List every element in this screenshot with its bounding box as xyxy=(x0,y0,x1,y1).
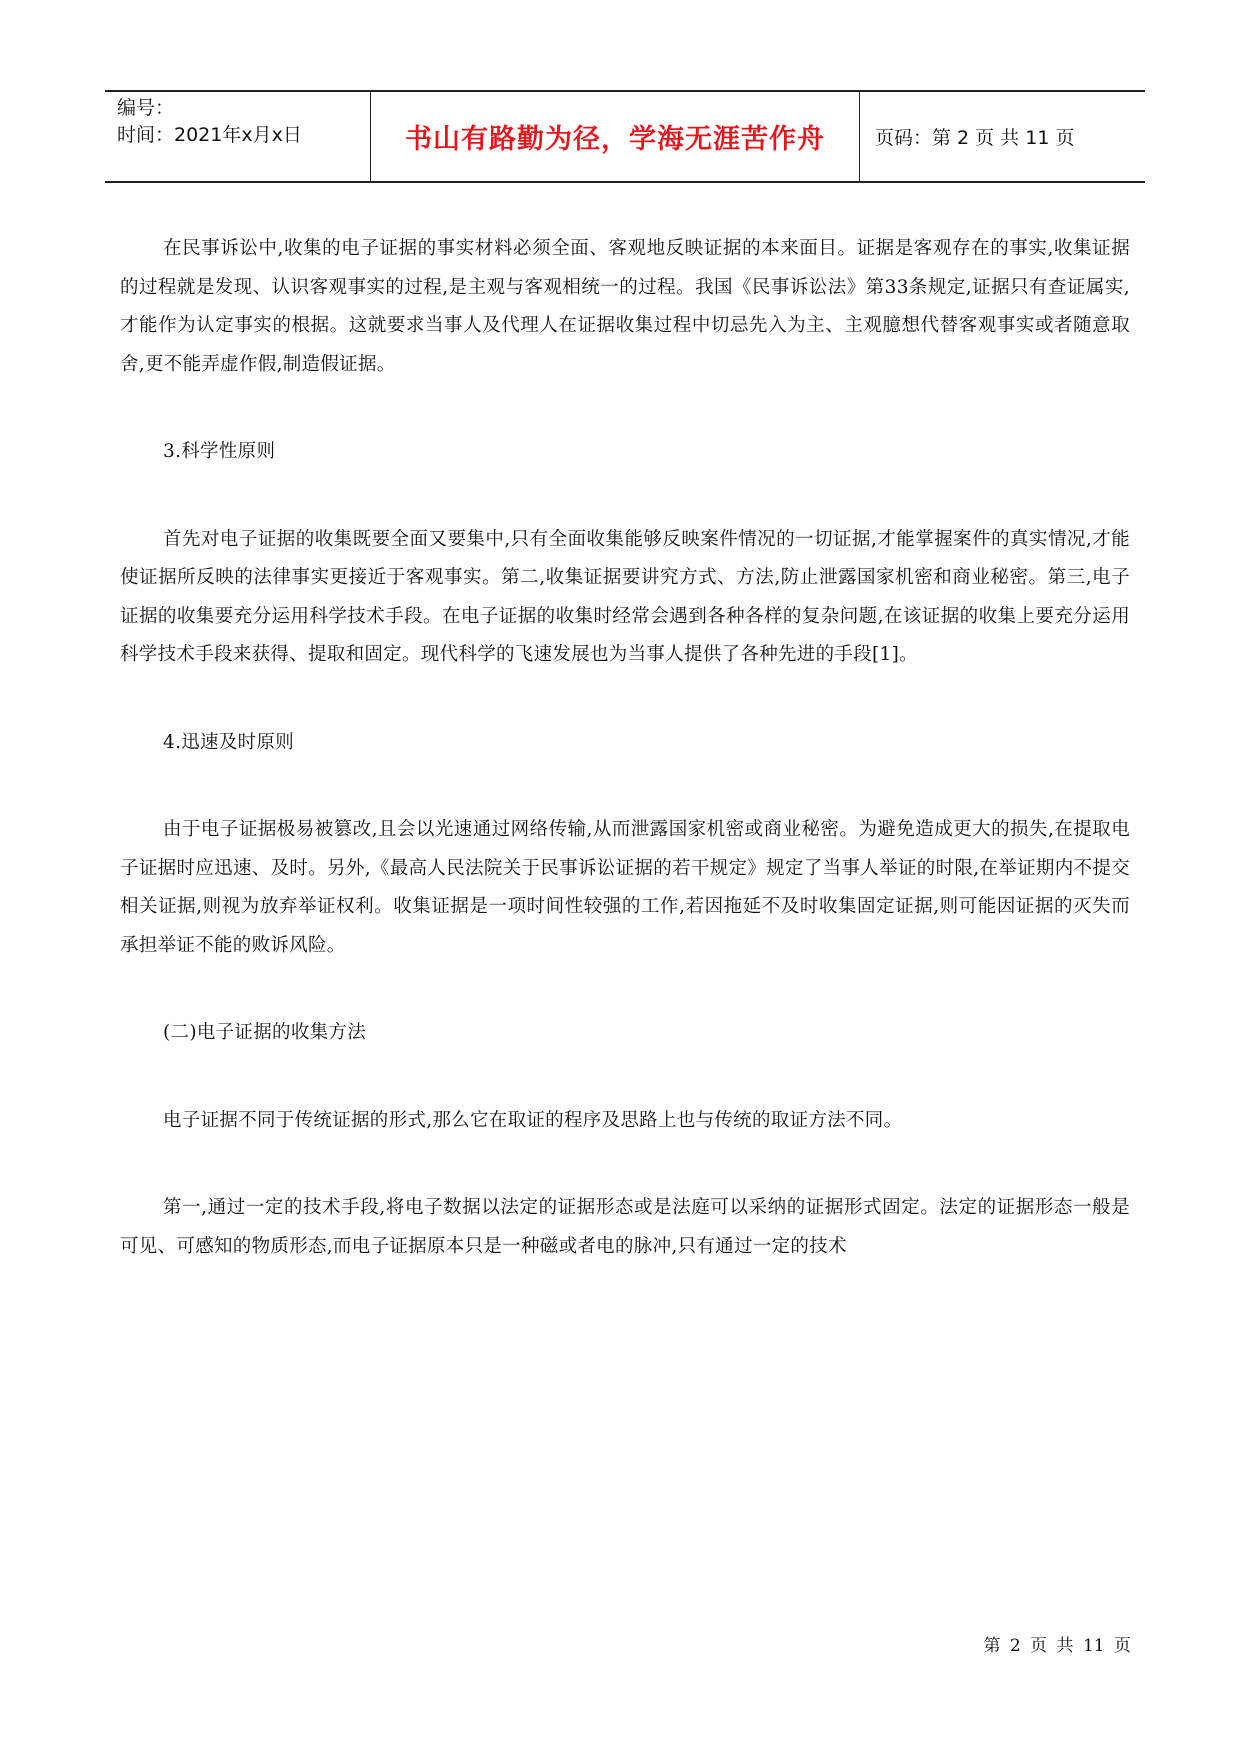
header-page-number: 页码：第 2 页 共 11 页 xyxy=(875,127,1075,149)
header-meta xyxy=(117,92,367,181)
document-body xyxy=(120,230,1130,1315)
paragraph-objectivity: 在民事诉讼中,收集的电子证据的事实材料必须全面、客观地反映证据的本来面目。证据是客观存在的事实,收集证据的过程就是发现、认识客观事实的过程,是主观与客观相统一的过程。我国《民事诉讼法》第33条规定,证据只有查证属实,才能作为认定事实的根据。这就要求当事人及代理人在证据收集过程中切忌先入为主、主观臆想代替客观事实或者随意取舍,更不能弄虚作假,制造假证据。 xyxy=(120,238,1130,375)
paragraph-methods-intro: 电子证据不同于传统证据的形式,那么它在取证的程序及思路上也与传统的取证方法不同。 xyxy=(163,1109,903,1131)
page-footer: 第 2 页 共 11 页 xyxy=(983,1636,1131,1656)
section-heading-scientific: 3.科学性原则 xyxy=(163,441,276,462)
section-heading-timely: 4.迅速及时原则 xyxy=(163,731,295,753)
time-label: 时间：2021年x月x日 xyxy=(117,124,302,146)
serial-number-label: 编号： xyxy=(117,97,175,119)
header-divider-right xyxy=(859,92,860,181)
paragraph-scientific: 首先对电子证据的收集既要全面又要集中,只有全面收集能够反映案件情况的一切证据,才能掌握案件的真实情况,才能使证据所反映的法律事实更接近于客观事实。第二,收集证据要讲究方式、方法,防止泄露国家机密和商业秘密。第三,电子证据的收集要充分运用科学技术手段。在电子证据的收集时经常会遇到各种各样的复杂问题,在该证据的收集上要充分运用科学技术手段来获得、提取和固定。现代科学的飞速发展也为当事人提供了各种先进的手段[1]。 xyxy=(120,528,1130,665)
page-header xyxy=(105,90,1145,183)
paragraph-method-first: 第一,通过一定的技术手段,将电子数据以法定的证据形态或是法庭可以采纳的证据形式固定。法定的证据形态一般是可见、可感知的物质形态,而电子证据原本只是一种磁或者电的脉冲,只有通过一定的技术 xyxy=(120,1197,1130,1257)
paragraph-timely: 由于电子证据极易被篡改,且会以光速通过网络传输,从而泄露国家机密或商业秘密。为避免造成更大的损失,在提取电子证据时应迅速、及时。另外,《最高人民法院关于民事诉讼证据的若干规定》规定了当事人举证的时限,在举证期内不提交相关证据,则视为放弃举证权利。收集证据是一项时间性较强的工作,若因拖延不及时收集固定证据,则可能因证据的灭失而承担举证不能的败诉风险。 xyxy=(120,819,1130,956)
header-motto: 书山有路勤为径，学海无涯苦作舟 xyxy=(405,124,825,155)
section-heading-methods: (二)电子证据的收集方法 xyxy=(163,1022,367,1043)
